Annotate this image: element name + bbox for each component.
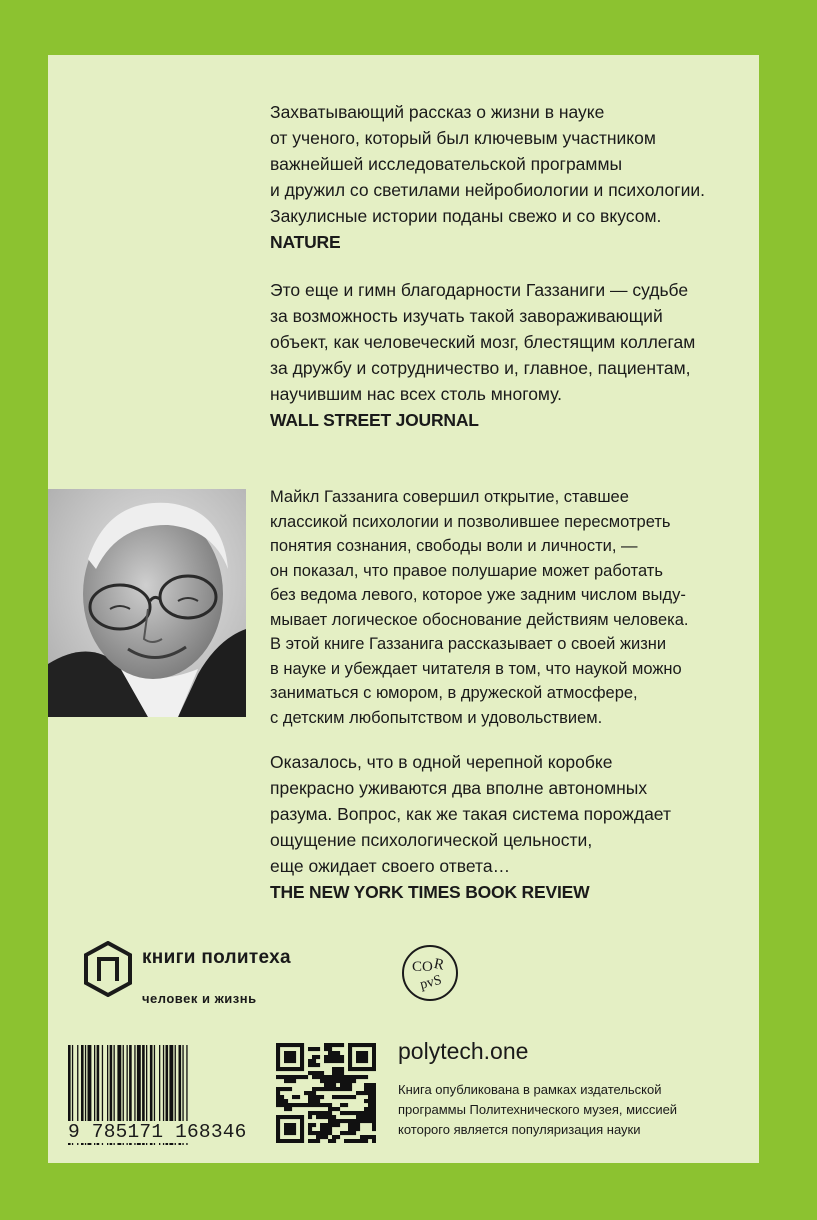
quote-wsj [270,277,695,433]
author-portrait [48,489,246,717]
isbn-number: 9 785171 168346 [68,1121,264,1143]
quote-nyt [270,749,671,905]
mission-text: Книга опубликована в рамках издательской программы Политехнического музея, миссией которого является популяризация науки [398,1082,678,1137]
corpus-seal-icon [400,943,460,1008]
svg-text:R: R [432,955,446,974]
quote-source: THE NEW YORK TIMES BOOK REVIEW [270,882,590,902]
quote-source: NATURE [270,232,341,252]
website-url: polytech.one [398,1038,529,1064]
quote-text: Это еще и гимн благодарности Газзаниги — судьбе за возможность изучать такой завораживающий объект, как человеческий мозг, блестящим коллегам за дружбу и сотрудничество и, главное, пациентам, научившим нас всех столь многому. [270,280,696,404]
back-cover-panel [48,55,759,1163]
series-name: человек и жизнь [142,991,257,1006]
quote-text: Захватывающий рассказ о жизни в науке от ученого, который был ключевым участником важнейшей исследовательской программы и дружил со светилами нейробиологии и психологии. Закулисные истории поданы свежо и со вкусом. [270,102,706,226]
quote-nature [270,99,705,255]
svg-text:pvS: pvS [418,972,444,993]
author-bio: Майкл Газзанига совершил открытие, ставшее классикой психологии и позволившее пересмотреть понятия сознания, свободы воли и личности, — он показал, что правое полушарие может работать без ведома левого, которое уже задним числом выду- мывает логическое обоснование действиям человека. В этой книге Газзанига рассказывает о своей жизни в науке и убеждает читателя в том, что наукой можно заниматься с юмором, в дружеской атмосфере, с детским любопытством и удовольствием. [270,488,689,727]
qr-code-icon [276,1043,376,1143]
quote-source: WALL STREET JOURNAL [270,410,479,430]
quote-text: Оказалось, что в одной черепной коробке прекрасно уживаются два вполне автономных разума. Вопрос, как же такая система порождает ощущение психологической цельности, еще ожидает своего ответа… [270,752,671,876]
publisher-logo [84,941,291,1006]
svg-text:CO: CO [412,959,433,975]
polytech-hexagon-icon [84,941,132,997]
publisher-name: книги политеха [142,947,291,968]
